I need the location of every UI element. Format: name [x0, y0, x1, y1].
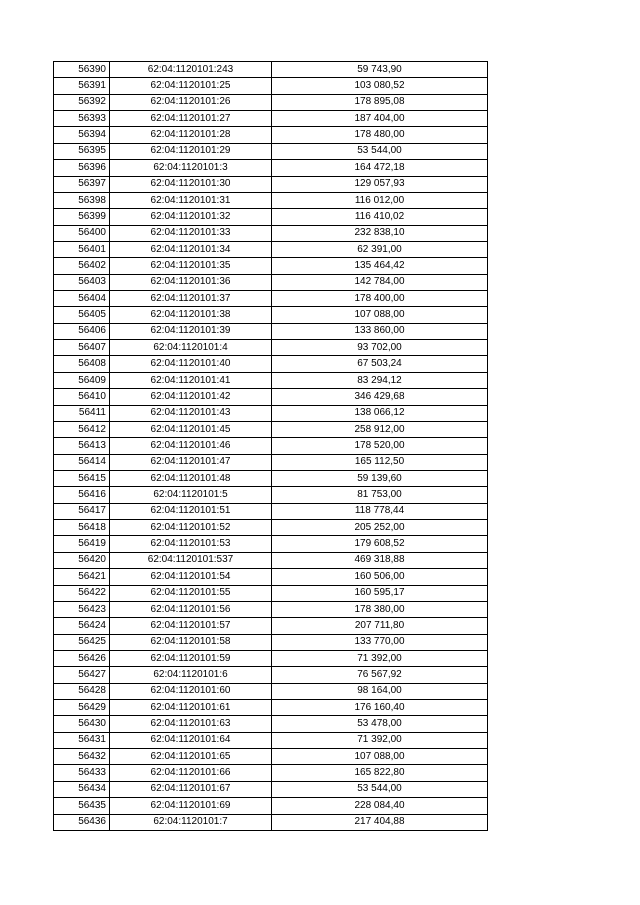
row-number-cell: 56392 — [54, 94, 110, 110]
cadastral-number-cell: 62:04:1120101:37 — [110, 291, 272, 307]
row-number-cell: 56418 — [54, 520, 110, 536]
cadastral-number-cell: 62:04:1120101:48 — [110, 470, 272, 486]
table-row — [54, 389, 488, 405]
table-row — [54, 700, 488, 716]
table-row — [54, 176, 488, 192]
cadastral-number-cell: 62:04:1120101:52 — [110, 520, 272, 536]
row-number-cell: 56414 — [54, 454, 110, 470]
cadastral-value-cell: 103 080,52 — [272, 78, 488, 94]
cadastral-number-cell: 62:04:1120101:57 — [110, 618, 272, 634]
table-row — [54, 291, 488, 307]
row-number-cell: 56390 — [54, 62, 110, 78]
cadastral-number-cell: 62:04:1120101:55 — [110, 585, 272, 601]
row-number-cell: 56415 — [54, 470, 110, 486]
row-number-cell: 56413 — [54, 438, 110, 454]
row-number-cell: 56410 — [54, 389, 110, 405]
table-row — [54, 438, 488, 454]
row-number-cell: 56419 — [54, 536, 110, 552]
table-row — [54, 765, 488, 781]
cadastral-value-cell: 118 778,44 — [272, 503, 488, 519]
row-number-cell: 56408 — [54, 356, 110, 372]
table-row — [54, 536, 488, 552]
table-row — [54, 421, 488, 437]
row-number-cell: 56395 — [54, 143, 110, 159]
cadastral-number-cell: 62:04:1120101:56 — [110, 601, 272, 617]
row-number-cell: 56435 — [54, 798, 110, 814]
table-row — [54, 814, 488, 830]
cadastral-number-cell: 62:04:1120101:35 — [110, 258, 272, 274]
row-number-cell: 56417 — [54, 503, 110, 519]
cadastral-number-cell: 62:04:1120101:29 — [110, 143, 272, 159]
row-number-cell: 56396 — [54, 160, 110, 176]
cadastral-number-cell: 62:04:1120101:58 — [110, 634, 272, 650]
cadastral-value-cell: 62 391,00 — [272, 241, 488, 257]
row-number-cell: 56428 — [54, 683, 110, 699]
table-row — [54, 111, 488, 127]
cadastral-number-cell: 62:04:1120101:69 — [110, 798, 272, 814]
row-number-cell: 56409 — [54, 372, 110, 388]
table-row — [54, 127, 488, 143]
cadastral-value-cell: 178 520,00 — [272, 438, 488, 454]
cadastral-number-cell: 62:04:1120101:63 — [110, 716, 272, 732]
row-number-cell: 56405 — [54, 307, 110, 323]
row-number-cell: 56423 — [54, 601, 110, 617]
table-row — [54, 552, 488, 568]
table-row — [54, 323, 488, 339]
row-number-cell: 56399 — [54, 209, 110, 225]
cadastral-value-cell: 164 472,18 — [272, 160, 488, 176]
table-row — [54, 683, 488, 699]
table-row — [54, 258, 488, 274]
cadastral-value-cell: 107 088,00 — [272, 307, 488, 323]
table-row — [54, 340, 488, 356]
cadastral-number-cell: 62:04:1120101:43 — [110, 405, 272, 421]
cadastral-value-cell: 179 608,52 — [272, 536, 488, 552]
cadastral-value-cell: 258 912,00 — [272, 421, 488, 437]
cadastral-number-cell: 62:04:1120101:537 — [110, 552, 272, 568]
cadastral-number-cell: 62:04:1120101:3 — [110, 160, 272, 176]
cadastral-value-cell: 53 478,00 — [272, 716, 488, 732]
cadastral-value-cell: 178 380,00 — [272, 601, 488, 617]
cadastral-value-cell: 93 702,00 — [272, 340, 488, 356]
cadastral-value-cell: 129 057,93 — [272, 176, 488, 192]
row-number-cell: 56436 — [54, 814, 110, 830]
cadastral-value-cell: 178 480,00 — [272, 127, 488, 143]
cadastral-value-cell: 142 784,00 — [272, 274, 488, 290]
cadastral-number-cell: 62:04:1120101:64 — [110, 732, 272, 748]
cadastral-value-cell: 178 895,08 — [272, 94, 488, 110]
row-number-cell: 56427 — [54, 667, 110, 683]
cadastral-number-cell: 62:04:1120101:25 — [110, 78, 272, 94]
table-row — [54, 209, 488, 225]
table-row — [54, 716, 488, 732]
cadastral-number-cell: 62:04:1120101:34 — [110, 241, 272, 257]
cadastral-number-cell: 62:04:1120101:67 — [110, 781, 272, 797]
row-number-cell: 56424 — [54, 618, 110, 634]
cadastral-value-cell: 59 139,60 — [272, 470, 488, 486]
cadastral-value-cell: 228 084,40 — [272, 798, 488, 814]
cadastral-value-cell: 133 770,00 — [272, 634, 488, 650]
cadastral-value-cell: 116 410,02 — [272, 209, 488, 225]
table-row — [54, 667, 488, 683]
row-number-cell: 56412 — [54, 421, 110, 437]
row-number-cell: 56430 — [54, 716, 110, 732]
table-row — [54, 192, 488, 208]
table-body — [54, 62, 488, 831]
cadastral-value-cell: 83 294,12 — [272, 372, 488, 388]
cadastral-value-cell: 346 429,68 — [272, 389, 488, 405]
cadastral-number-cell: 62:04:1120101:65 — [110, 749, 272, 765]
cadastral-value-cell: 116 012,00 — [272, 192, 488, 208]
table-row — [54, 470, 488, 486]
cadastral-value-cell: 53 544,00 — [272, 781, 488, 797]
table-row — [54, 405, 488, 421]
cadastral-value-cell: 71 392,00 — [272, 732, 488, 748]
cadastral-value-cell: 76 567,92 — [272, 667, 488, 683]
cadastral-value-cell: 138 066,12 — [272, 405, 488, 421]
table-row — [54, 569, 488, 585]
table-row — [54, 601, 488, 617]
table-row — [54, 62, 488, 78]
cadastral-number-cell: 62:04:1120101:40 — [110, 356, 272, 372]
row-number-cell: 56400 — [54, 225, 110, 241]
cadastral-number-cell: 62:04:1120101:7 — [110, 814, 272, 830]
cadastral-value-cell: 165 822,80 — [272, 765, 488, 781]
cadastral-number-cell: 62:04:1120101:41 — [110, 372, 272, 388]
cadastral-number-cell: 62:04:1120101:31 — [110, 192, 272, 208]
row-number-cell: 56429 — [54, 700, 110, 716]
cadastral-value-table — [53, 61, 488, 831]
row-number-cell: 56432 — [54, 749, 110, 765]
cadastral-value-cell: 53 544,00 — [272, 143, 488, 159]
cadastral-value-cell: 135 464,42 — [272, 258, 488, 274]
table-row — [54, 634, 488, 650]
cadastral-value-cell: 207 711,80 — [272, 618, 488, 634]
cadastral-number-cell: 62:04:1120101:33 — [110, 225, 272, 241]
cadastral-value-cell: 98 164,00 — [272, 683, 488, 699]
row-number-cell: 56391 — [54, 78, 110, 94]
table-row — [54, 732, 488, 748]
cadastral-value-cell: 67 503,24 — [272, 356, 488, 372]
cadastral-number-cell: 62:04:1120101:4 — [110, 340, 272, 356]
cadastral-number-cell: 62:04:1120101:243 — [110, 62, 272, 78]
cadastral-value-cell: 71 392,00 — [272, 650, 488, 666]
table-row — [54, 143, 488, 159]
table-row — [54, 749, 488, 765]
cadastral-value-cell: 469 318,88 — [272, 552, 488, 568]
table-row — [54, 618, 488, 634]
table-row — [54, 454, 488, 470]
cadastral-value-cell: 205 252,00 — [272, 520, 488, 536]
cadastral-value-cell: 176 160,40 — [272, 700, 488, 716]
cadastral-number-cell: 62:04:1120101:60 — [110, 683, 272, 699]
row-number-cell: 56420 — [54, 552, 110, 568]
cadastral-value-cell: 160 506,00 — [272, 569, 488, 585]
table-row — [54, 78, 488, 94]
cadastral-number-cell: 62:04:1120101:59 — [110, 650, 272, 666]
cadastral-number-cell: 62:04:1120101:54 — [110, 569, 272, 585]
cadastral-number-cell: 62:04:1120101:53 — [110, 536, 272, 552]
cadastral-value-cell: 81 753,00 — [272, 487, 488, 503]
document-page — [53, 61, 487, 831]
cadastral-value-cell: 107 088,00 — [272, 749, 488, 765]
table-row — [54, 520, 488, 536]
cadastral-number-cell: 62:04:1120101:6 — [110, 667, 272, 683]
table-row — [54, 798, 488, 814]
row-number-cell: 56433 — [54, 765, 110, 781]
row-number-cell: 56407 — [54, 340, 110, 356]
cadastral-value-cell: 178 400,00 — [272, 291, 488, 307]
cadastral-value-cell: 59 743,90 — [272, 62, 488, 78]
cadastral-value-cell: 232 838,10 — [272, 225, 488, 241]
cadastral-value-cell: 187 404,00 — [272, 111, 488, 127]
row-number-cell: 56397 — [54, 176, 110, 192]
row-number-cell: 56406 — [54, 323, 110, 339]
row-number-cell: 56425 — [54, 634, 110, 650]
cadastral-number-cell: 62:04:1120101:38 — [110, 307, 272, 323]
cadastral-number-cell: 62:04:1120101:27 — [110, 111, 272, 127]
table-row — [54, 503, 488, 519]
cadastral-value-cell: 160 595,17 — [272, 585, 488, 601]
table-row — [54, 160, 488, 176]
cadastral-number-cell: 62:04:1120101:46 — [110, 438, 272, 454]
cadastral-number-cell: 62:04:1120101:42 — [110, 389, 272, 405]
table-row — [54, 372, 488, 388]
cadastral-number-cell: 62:04:1120101:66 — [110, 765, 272, 781]
cadastral-number-cell: 62:04:1120101:39 — [110, 323, 272, 339]
row-number-cell: 56398 — [54, 192, 110, 208]
table-row — [54, 225, 488, 241]
cadastral-value-cell: 217 404,88 — [272, 814, 488, 830]
cadastral-value-cell: 165 112,50 — [272, 454, 488, 470]
cadastral-number-cell: 62:04:1120101:51 — [110, 503, 272, 519]
row-number-cell: 56404 — [54, 291, 110, 307]
table-row — [54, 307, 488, 323]
row-number-cell: 56394 — [54, 127, 110, 143]
cadastral-number-cell: 62:04:1120101:61 — [110, 700, 272, 716]
table-row — [54, 650, 488, 666]
table-row — [54, 274, 488, 290]
table-row — [54, 241, 488, 257]
row-number-cell: 56426 — [54, 650, 110, 666]
cadastral-number-cell: 62:04:1120101:5 — [110, 487, 272, 503]
cadastral-number-cell: 62:04:1120101:32 — [110, 209, 272, 225]
cadastral-number-cell: 62:04:1120101:47 — [110, 454, 272, 470]
row-number-cell: 56422 — [54, 585, 110, 601]
row-number-cell: 56416 — [54, 487, 110, 503]
row-number-cell: 56393 — [54, 111, 110, 127]
cadastral-number-cell: 62:04:1120101:45 — [110, 421, 272, 437]
table-row — [54, 781, 488, 797]
row-number-cell: 56434 — [54, 781, 110, 797]
row-number-cell: 56421 — [54, 569, 110, 585]
table-row — [54, 585, 488, 601]
table-row — [54, 487, 488, 503]
row-number-cell: 56401 — [54, 241, 110, 257]
row-number-cell: 56402 — [54, 258, 110, 274]
table-row — [54, 356, 488, 372]
row-number-cell: 56411 — [54, 405, 110, 421]
cadastral-value-cell: 133 860,00 — [272, 323, 488, 339]
cadastral-number-cell: 62:04:1120101:26 — [110, 94, 272, 110]
row-number-cell: 56431 — [54, 732, 110, 748]
cadastral-number-cell: 62:04:1120101:30 — [110, 176, 272, 192]
cadastral-number-cell: 62:04:1120101:28 — [110, 127, 272, 143]
table-row — [54, 94, 488, 110]
cadastral-number-cell: 62:04:1120101:36 — [110, 274, 272, 290]
row-number-cell: 56403 — [54, 274, 110, 290]
